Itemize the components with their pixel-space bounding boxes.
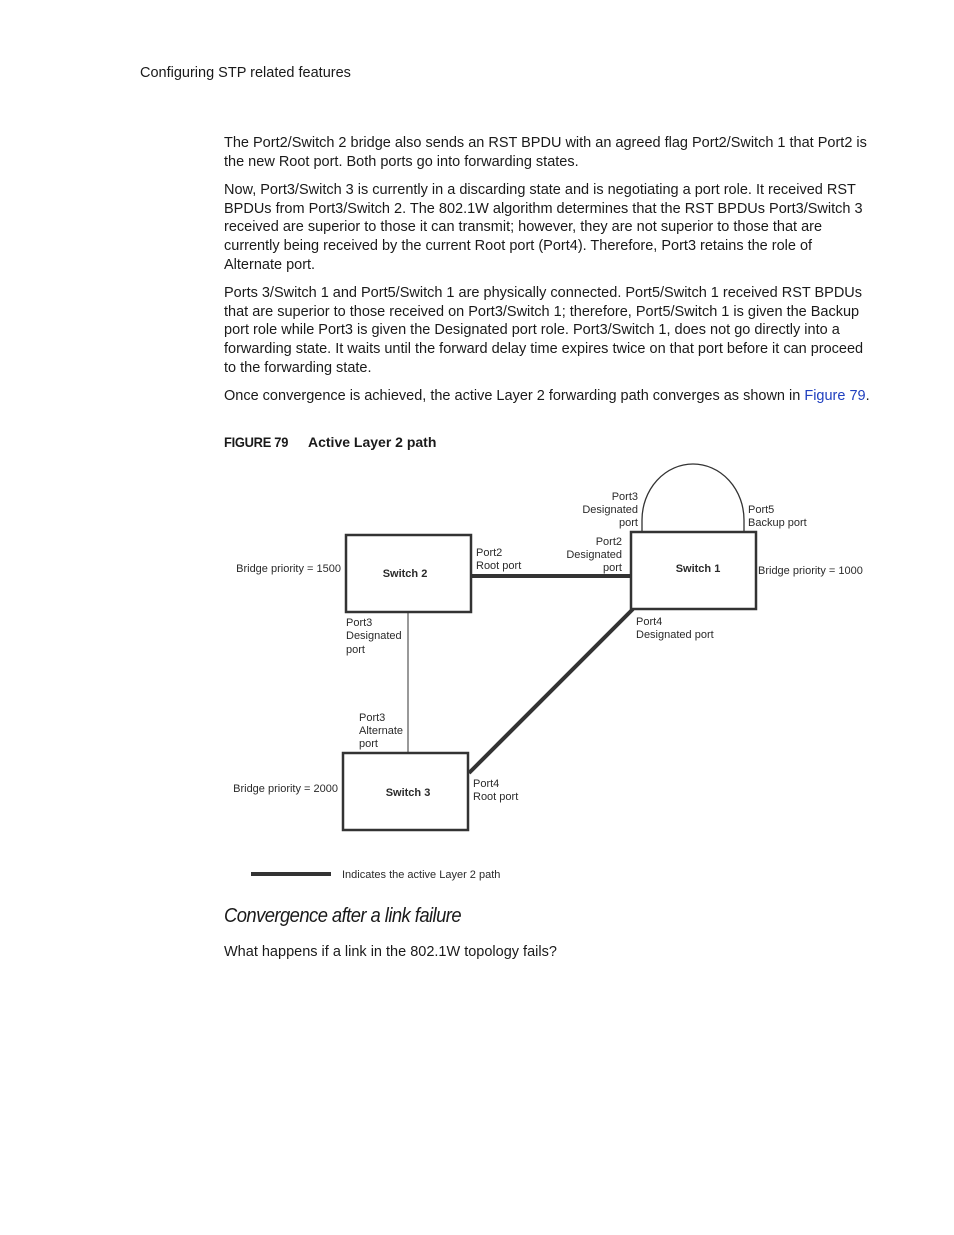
s1-port2-line1: Port2 — [595, 536, 622, 548]
s1-port4-line1: Port4 — [636, 616, 663, 628]
running-head: Configuring STP related features — [140, 65, 351, 81]
paragraph-1: The Port2/Switch 2 bridge also sends an RST BPDU with an agreed flag Port2/Switch 1 that Port2 is the new Root port. Both ports go into forwarding states. — [224, 135, 867, 170]
section-heading: Convergence after a link failure — [224, 905, 462, 927]
section-question: What happens if a link in the 802.1W topology fails? — [224, 944, 557, 960]
s1-port2-line2: Designated — [566, 549, 622, 561]
bridge-priority-switch-2: Bridge priority = 1500 — [236, 563, 341, 575]
s1-port3-line1: Port3 — [611, 491, 638, 503]
s2-port3-line3: port — [346, 644, 365, 656]
s2-port3-line1: Port3 — [346, 617, 373, 629]
s3-port3-line2: Alternate — [359, 725, 404, 737]
s1-port5-line1: Port5 — [748, 504, 775, 516]
legend-label: Indicates the active Layer 2 path — [342, 869, 501, 881]
link-switch1-switch3 — [469, 609, 633, 773]
s2-port2-line1: Port2 — [476, 547, 503, 559]
switch-2-label: Switch 2 — [382, 568, 428, 580]
figure-title: Active Layer 2 path — [308, 434, 437, 450]
s1-port3-line3: port — [619, 517, 638, 529]
s3-port4-line2: Root port — [473, 791, 519, 803]
paragraph-4-text: Once convergence is achieved, the active Layer 2 forwarding path converges as shown in — [224, 387, 805, 404]
s3-port3-line3: port — [359, 738, 378, 750]
s2-port3-line2: Designated — [346, 630, 402, 642]
s1-port4-line2: Designated port — [636, 629, 714, 641]
switch-1-label: Switch 1 — [675, 563, 721, 575]
s3-port3-line1: Port3 — [359, 712, 386, 724]
s1-port2-line3: port — [603, 562, 622, 574]
s2-port2-line2: Root port — [476, 560, 522, 572]
bridge-priority-switch-1: Bridge priority = 1000 — [758, 565, 863, 577]
paragraph-3: Ports 3/Switch 1 and Port5/Switch 1 are physically connected. Port5/Switch 1 received RST BPDUs that are superior to those received on Port3/Switch 1; therefore, Port5/Switch 1 is given the Backup port role while Port3 is given the Designated port role. Port3/Switch 1, does not go directly into a forwarding state. It waits until the forward delay time expires twice on that port before it can proceed to the forwarding state. — [224, 284, 864, 376]
paragraph-2: Now, Port3/Switch 3 is currently in a discarding state and is negotiating a port role. It received RST BPDUs from Port3/Switch 2. The 802.1W algorithm determines that the RST BPDUs Port3/Switch 3 received are superior to those it can transmit; however, they are not superior to those that are currently being received by the current Root port (Port4). Therefore, Port3 retains the role of Alternate port. — [224, 181, 863, 273]
s3-port4-line1: Port4 — [473, 778, 500, 790]
figure-label: FIGURE 79 — [224, 434, 289, 450]
s1-port3-line2: Designated — [582, 504, 638, 516]
paragraph-4-end: . — [865, 387, 870, 404]
switch-3-label: Switch 3 — [385, 787, 431, 799]
s1-port5-line2: Backup port — [748, 517, 807, 529]
figure-79-link[interactable]: Figure 79 — [804, 387, 866, 404]
bridge-priority-switch-3: Bridge priority = 2000 — [233, 783, 338, 795]
link-port3-port5-loop — [642, 464, 744, 531]
